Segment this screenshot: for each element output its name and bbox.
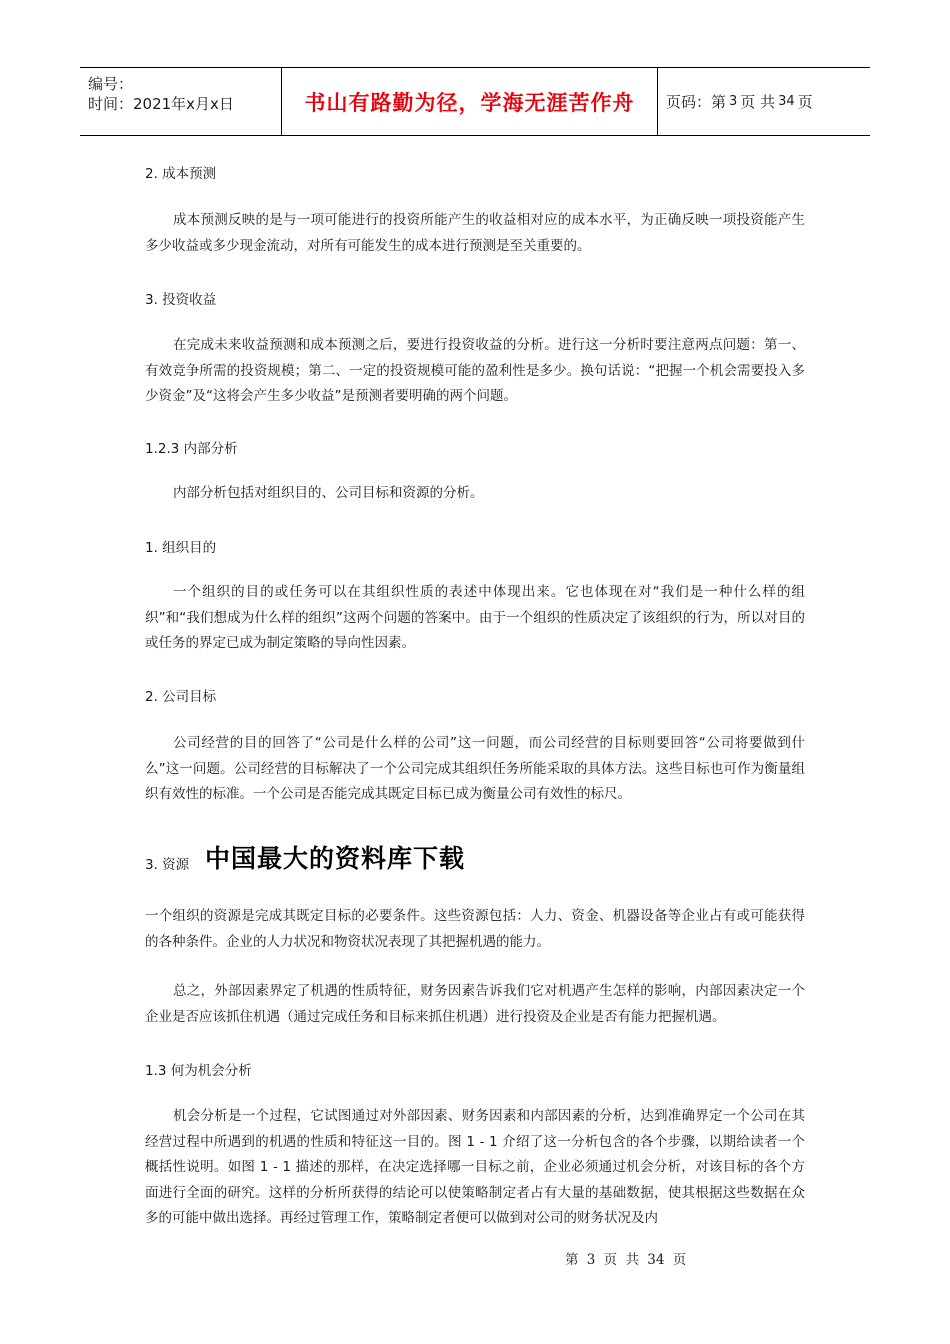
header-page-info bbox=[658, 68, 870, 135]
paragraph-resources: 一个组织的资源是完成其既定目标的必要条件。这些资源包括：人力、资金、机器设备等企业占有或可能获得的各种条件。企业的人力状况和物资状况表现了其把握机遇的能力。 bbox=[145, 908, 805, 950]
paragraph-cost-forecast: 成本预测反映的是与一项可能进行的投资所能产生的收益相对应的成本水平，为正确反映一项投资能产生多少收益或多少现金流动，对所有可能发生的成本进行预测是至关重要的。 bbox=[145, 212, 805, 254]
time-label: 时间：2021年x月x日 bbox=[88, 95, 234, 113]
number-label: 编号： bbox=[88, 75, 134, 93]
heading-organization-purpose: 1. 组织目的 bbox=[145, 540, 217, 556]
heading-investment-return: 3. 投资收益 bbox=[145, 292, 217, 308]
heading-company-goal: 2. 公司目标 bbox=[145, 689, 217, 705]
paragraph-company-goal: 公司经营的目的回答了“公司是什么样的公司”这一问题，而公司经营的目标则要回答“公司将要做到什么”这一问题。公司经营的目标解决了一个公司完成其组织任务所能采取的具体方法。这些目标也可作为衡量组织有效性的标准。一个公司是否能完成其既定目标已成为衡量公司有效性的标尺。 bbox=[145, 735, 805, 802]
header-meta bbox=[80, 68, 282, 135]
paragraph-internal-analysis: 内部分析包括对组织目的、公司目标和资源的分析。 bbox=[173, 485, 484, 501]
page-prefix: 页码：第 bbox=[666, 93, 727, 111]
heading-resources-label: 3. 资源 bbox=[145, 857, 190, 873]
header-motto: 书山有路勤为径，学海无涯苦作舟 bbox=[282, 68, 658, 135]
page-total: 34 bbox=[778, 94, 795, 109]
page-footer: 第 3 页 共 34 页 bbox=[565, 1252, 687, 1268]
paragraph-summary: 总之，外部因素界定了机遇的性质特征，财务因素告诉我们它对机遇产生怎样的影响，内部因素决定一个企业是否应该抓住机遇（通过完成任务和目标来抓住机遇）进行投资及企业是否有能力把握机遇。 bbox=[145, 983, 805, 1025]
page-suffix: 页 bbox=[797, 93, 813, 111]
paragraph-opportunity-analysis: 机会分析是一个过程，它试图通过对外部因素、财务因素和内部因素的分析，达到准确界定一个公司在其经营过程中所遇到的机遇的性质和特征这一目的。图 1 - 1 介绍了这一分析包含的各个步骤，以期给读者一个概括性说明。如图 1 - 1 描述的那样，在决定选择哪一目标之前，企业必须通过机会分析，对该目标的各个方面进行全面的研究。这样的分析所获得的结论可以使策略制定者占有大量的基础数据，使其根据这些数据在众多的可能中做出选择。再经过管理工作，策略制定者便可以做到对公司的财务状况及内 bbox=[145, 1108, 805, 1226]
page-header bbox=[80, 67, 870, 136]
paragraph-organization-purpose: 一个组织的目的或任务可以在其组织性质的表述中体现出来。它也体现在对“我们是一种什么样的组织”和“我们想成为什么样的组织”这两个问题的答案中。由于一个组织的性质决定了该组织的行为，所以对目的或任务的界定已成为制定策略的导向性因素。 bbox=[145, 584, 805, 651]
page-number: 3 bbox=[729, 94, 738, 109]
page-mid: 页 共 bbox=[740, 93, 776, 111]
heading-cost-forecast: 2. 成本预测 bbox=[145, 166, 217, 182]
banner-title: 中国最大的资料库下载 bbox=[205, 844, 466, 873]
heading-what-is-opportunity-analysis: 1.3 何为机会分析 bbox=[145, 1063, 252, 1079]
heading-resources bbox=[145, 844, 466, 873]
paragraph-investment-return: 在完成未来收益预测和成本预测之后，要进行投资收益的分析。进行这一分析时要注意两点问题：第一、有效竞争所需的投资规模；第二、一定的投资规模可能的盈利性是多少。换句话说：“把握一个机会需要投入多少资金”及“这将会产生多少收益”是预测者要明确的两个问题。 bbox=[145, 337, 805, 404]
heading-internal-analysis: 1.2.3 内部分析 bbox=[145, 441, 238, 457]
